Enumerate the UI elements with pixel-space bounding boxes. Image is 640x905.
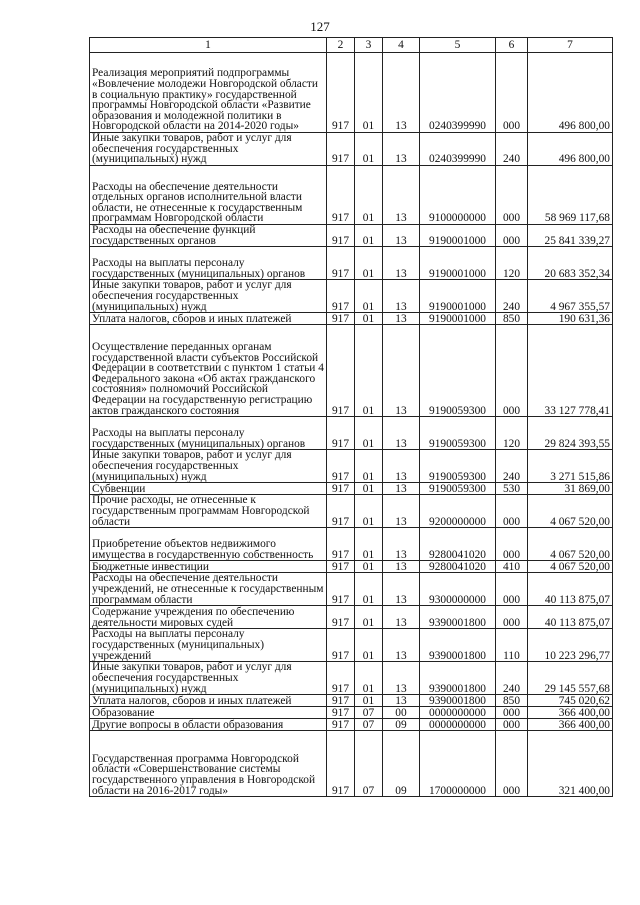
header-cell: 5 [420, 38, 496, 53]
table-row [90, 662, 613, 695]
row-subsection-cell: 13 [383, 325, 420, 417]
table-row [90, 695, 613, 707]
row-expense-type-cell: 410 [496, 561, 528, 573]
row-sum-cell: 496 800,00 [528, 53, 613, 133]
row-name-cell: Расходы на выплаты персоналу государственных (муниципальных) учреждений [90, 629, 327, 662]
row-target-article-cell: 9190059300 [420, 325, 496, 417]
row-sum-cell: 20 683 352,34 [528, 247, 613, 280]
row-sum-cell: 366 400,00 [528, 707, 613, 719]
row-name-cell: Расходы на выплаты персоналу государственных (муниципальных) органов [90, 417, 327, 450]
row-expense-type-cell: 240 [496, 280, 528, 313]
row-name-cell: Реализация мероприятий подпрограммы «Вовлечение молодежи Новгородской области в социальную практику» государственной программы Новгородской области «Развитие образования и молодежной политики в Новгородской области на 2014-2020 годы» [90, 53, 327, 133]
row-target-article-cell: 9190001000 [420, 225, 496, 247]
row-name-cell: Расходы на обеспечение функций государственных органов [90, 225, 327, 247]
row-target-article-cell: 9280041020 [420, 528, 496, 561]
row-sum-cell: 29 145 557,68 [528, 662, 613, 695]
row-target-article-cell: 9390001800 [420, 662, 496, 695]
row-sum-cell: 321 400,00 [528, 731, 613, 797]
row-grbs-cell: 917 [327, 483, 355, 495]
row-grbs-cell: 917 [327, 731, 355, 797]
table-row [90, 166, 613, 225]
row-sum-cell: 190 631,36 [528, 313, 613, 325]
row-name-cell: Другие вопросы в области образования [90, 719, 327, 731]
table-row [90, 483, 613, 495]
table-row [90, 325, 613, 417]
row-grbs-cell: 917 [327, 662, 355, 695]
table-row [90, 561, 613, 573]
row-expense-type-cell: 240 [496, 662, 528, 695]
row-expense-type-cell: 240 [496, 133, 528, 166]
row-sum-cell: 31 869,00 [528, 483, 613, 495]
row-subsection-cell: 13 [383, 313, 420, 325]
row-name-cell: Расходы на выплаты персоналу государственных (муниципальных) органов [90, 247, 327, 280]
row-section-cell: 01 [355, 53, 383, 133]
header-row [90, 38, 613, 53]
row-sum-cell: 58 969 117,68 [528, 166, 613, 225]
table-row [90, 280, 613, 313]
row-expense-type-cell: 000 [496, 225, 528, 247]
row-expense-type-cell: 000 [496, 495, 528, 528]
row-sum-cell: 496 800,00 [528, 133, 613, 166]
row-name-cell: Образование [90, 707, 327, 719]
row-sum-cell: 4 967 355,57 [528, 280, 613, 313]
row-expense-type-cell: 000 [496, 528, 528, 561]
row-grbs-cell: 917 [327, 707, 355, 719]
row-name-cell: Уплата налогов, сборов и иных платежей [90, 695, 327, 707]
header-cell: 7 [528, 38, 613, 53]
row-target-article-cell: 9190059300 [420, 483, 496, 495]
row-expense-type-cell: 120 [496, 247, 528, 280]
row-subsection-cell: 13 [383, 495, 420, 528]
row-name-cell: Иные закупки товаров, работ и услуг для обеспечения государственных (муниципальных) нужд [90, 450, 327, 483]
row-target-article-cell: 9190059300 [420, 450, 496, 483]
row-expense-type-cell: 000 [496, 719, 528, 731]
row-section-cell: 01 [355, 662, 383, 695]
row-section-cell: 01 [355, 225, 383, 247]
row-target-article-cell: 0000000000 [420, 719, 496, 731]
row-sum-cell: 3 271 515,86 [528, 450, 613, 483]
table-row [90, 133, 613, 166]
table-row [90, 731, 613, 797]
row-target-article-cell: 0000000000 [420, 707, 496, 719]
row-section-cell: 07 [355, 731, 383, 797]
row-name-cell: Иные закупки товаров, работ и услуг для обеспечения государственных (муниципальных) нужд [90, 662, 327, 695]
row-target-article-cell: 9390001800 [420, 695, 496, 707]
header-cell: 6 [496, 38, 528, 53]
row-subsection-cell: 13 [383, 662, 420, 695]
row-expense-type-cell: 850 [496, 313, 528, 325]
table-row [90, 313, 613, 325]
row-expense-type-cell: 850 [496, 695, 528, 707]
row-name-cell: Бюджетные инвестиции [90, 561, 327, 573]
row-name-cell: Государственная программа Новгородской области «Совершенствование системы государственного управления в Новгородской области на 2016-2017 годы» [90, 731, 327, 797]
page-number: 127 [310, 19, 330, 34]
row-expense-type-cell: 110 [496, 629, 528, 662]
row-sum-cell: 40 113 875,07 [528, 606, 613, 629]
row-target-article-cell: 0240399990 [420, 53, 496, 133]
table-row [90, 629, 613, 662]
row-expense-type-cell: 240 [496, 450, 528, 483]
row-section-cell: 01 [355, 166, 383, 225]
row-section-cell: 01 [355, 133, 383, 166]
row-section-cell: 07 [355, 707, 383, 719]
header-cell: 1 [90, 38, 327, 53]
row-target-article-cell: 9280041020 [420, 561, 496, 573]
table-row [90, 53, 613, 133]
table-row [90, 247, 613, 280]
row-subsection-cell: 13 [383, 225, 420, 247]
table-row [90, 495, 613, 528]
row-subsection-cell: 13 [383, 133, 420, 166]
row-grbs-cell: 917 [327, 280, 355, 313]
table-row [90, 528, 613, 561]
table-row [90, 417, 613, 450]
row-expense-type-cell: 000 [496, 166, 528, 225]
row-grbs-cell: 917 [327, 573, 355, 606]
row-target-article-cell: 9390001800 [420, 606, 496, 629]
row-name-cell: Расходы на обеспечение деятельности отдельных органов исполнительной власти области, не отнесенные к государственным программам Новгородской области [90, 166, 327, 225]
row-grbs-cell: 917 [327, 133, 355, 166]
row-target-article-cell: 9190001000 [420, 313, 496, 325]
row-target-article-cell: 9200000000 [420, 495, 496, 528]
row-expense-type-cell: 000 [496, 325, 528, 417]
row-subsection-cell: 13 [383, 450, 420, 483]
row-target-article-cell: 0240399990 [420, 133, 496, 166]
row-name-cell: Расходы на обеспечение деятельности учреждений, не отнесенные к государственным программам области [90, 573, 327, 606]
row-name-cell: Приобретение объектов недвижимого имущества в государственную собственность [90, 528, 327, 561]
row-name-cell: Уплата налогов, сборов и иных платежей [90, 313, 327, 325]
row-subsection-cell: 13 [383, 53, 420, 133]
row-grbs-cell: 917 [327, 225, 355, 247]
row-section-cell: 01 [355, 629, 383, 662]
row-section-cell: 01 [355, 450, 383, 483]
row-target-article-cell: 9190001000 [420, 247, 496, 280]
row-sum-cell: 33 127 778,41 [528, 325, 613, 417]
row-grbs-cell: 917 [327, 695, 355, 707]
row-subsection-cell: 13 [383, 561, 420, 573]
row-grbs-cell: 917 [327, 166, 355, 225]
row-subsection-cell: 13 [383, 629, 420, 662]
header-cell: 2 [327, 38, 355, 53]
row-grbs-cell: 917 [327, 325, 355, 417]
row-grbs-cell: 917 [327, 606, 355, 629]
row-section-cell: 01 [355, 528, 383, 561]
row-grbs-cell: 917 [327, 313, 355, 325]
row-subsection-cell: 13 [383, 528, 420, 561]
row-expense-type-cell: 000 [496, 573, 528, 606]
row-section-cell: 07 [355, 719, 383, 731]
row-sum-cell: 4 067 520,00 [528, 561, 613, 573]
row-name-cell: Прочие расходы, не отнесенные к государственным программам Новгородской области [90, 495, 327, 528]
row-grbs-cell: 917 [327, 450, 355, 483]
row-subsection-cell: 13 [383, 606, 420, 629]
table-row [90, 450, 613, 483]
row-target-article-cell: 9300000000 [420, 573, 496, 606]
row-subsection-cell: 13 [383, 417, 420, 450]
row-expense-type-cell: 000 [496, 53, 528, 133]
row-target-article-cell: 9390001800 [420, 629, 496, 662]
table-row [90, 573, 613, 606]
row-grbs-cell: 917 [327, 561, 355, 573]
row-grbs-cell: 917 [327, 629, 355, 662]
row-section-cell: 01 [355, 483, 383, 495]
row-sum-cell: 25 841 339,27 [528, 225, 613, 247]
row-target-article-cell: 9190059300 [420, 417, 496, 450]
table-row [90, 707, 613, 719]
row-sum-cell: 10 223 296,77 [528, 629, 613, 662]
row-section-cell: 01 [355, 280, 383, 313]
row-subsection-cell: 09 [383, 731, 420, 797]
row-grbs-cell: 917 [327, 417, 355, 450]
row-name-cell: Содержание учреждения по обеспечению деятельности мировых судей [90, 606, 327, 629]
row-grbs-cell: 917 [327, 719, 355, 731]
row-subsection-cell: 09 [383, 719, 420, 731]
row-sum-cell: 4 067 520,00 [528, 528, 613, 561]
row-target-article-cell: 9100000000 [420, 166, 496, 225]
row-subsection-cell: 13 [383, 280, 420, 313]
row-target-article-cell: 1700000000 [420, 731, 496, 797]
row-subsection-cell: 00 [383, 707, 420, 719]
header-cell: 4 [383, 38, 420, 53]
row-subsection-cell: 13 [383, 483, 420, 495]
row-name-cell: Осуществление переданных органам государственной власти субъектов Российской Федерации в соответствии с пунктом 1 статьи 4 Федерального закона «Об актах гражданского состояния» полномочий Российской Федерации на государственную регистрацию актов гражданского состояния [90, 325, 327, 417]
row-expense-type-cell: 000 [496, 707, 528, 719]
row-expense-type-cell: 120 [496, 417, 528, 450]
row-grbs-cell: 917 [327, 528, 355, 561]
row-grbs-cell: 917 [327, 247, 355, 280]
row-section-cell: 01 [355, 325, 383, 417]
row-sum-cell: 366 400,00 [528, 719, 613, 731]
row-section-cell: 01 [355, 313, 383, 325]
row-subsection-cell: 13 [383, 573, 420, 606]
header-cell: 3 [355, 38, 383, 53]
row-section-cell: 01 [355, 561, 383, 573]
row-subsection-cell: 13 [383, 695, 420, 707]
row-expense-type-cell: 530 [496, 483, 528, 495]
budget-table [89, 37, 613, 797]
row-subsection-cell: 13 [383, 166, 420, 225]
row-expense-type-cell: 000 [496, 731, 528, 797]
row-section-cell: 01 [355, 573, 383, 606]
row-sum-cell: 745 020,62 [528, 695, 613, 707]
row-name-cell: Иные закупки товаров, работ и услуг для обеспечения государственных (муниципальных) нужд [90, 133, 327, 166]
row-section-cell: 01 [355, 495, 383, 528]
row-subsection-cell: 13 [383, 247, 420, 280]
table-row [90, 719, 613, 731]
row-grbs-cell: 917 [327, 495, 355, 528]
row-expense-type-cell: 000 [496, 606, 528, 629]
row-section-cell: 01 [355, 695, 383, 707]
row-sum-cell: 29 824 393,55 [528, 417, 613, 450]
row-name-cell: Иные закупки товаров, работ и услуг для обеспечения государственных (муниципальных) нужд [90, 280, 327, 313]
row-target-article-cell: 9190001000 [420, 280, 496, 313]
table-row [90, 225, 613, 247]
row-section-cell: 01 [355, 417, 383, 450]
row-section-cell: 01 [355, 247, 383, 280]
row-name-cell: Субвенции [90, 483, 327, 495]
row-sum-cell: 4 067 520,00 [528, 495, 613, 528]
row-section-cell: 01 [355, 606, 383, 629]
row-sum-cell: 40 113 875,07 [528, 573, 613, 606]
row-grbs-cell: 917 [327, 53, 355, 133]
table-row [90, 606, 613, 629]
